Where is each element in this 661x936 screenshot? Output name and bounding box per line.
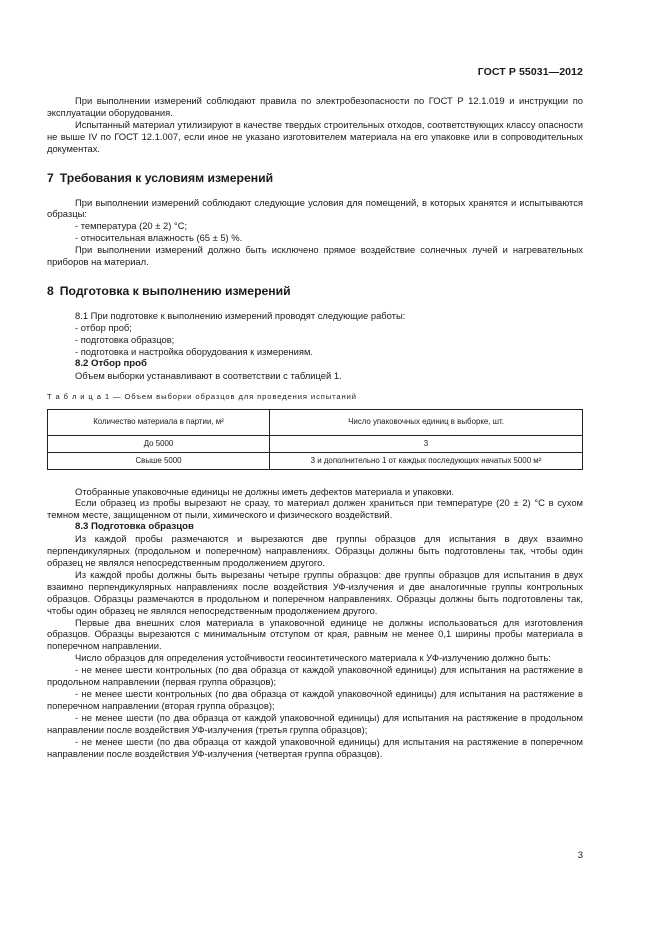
subsection-8-3-heading: 8.3 Подготовка образцов	[75, 521, 194, 533]
subsection-8-3-paragraph-3: Первые два внешних слоя материала в упаковочной единице не должны использоваться для изготовления образцов. Образцы вырезаются с минимальным отступом от края, равным не менее 0,1 ширины пробы материала в поперечном направлении.	[47, 616, 583, 652]
page-number: 3	[577, 850, 583, 861]
section-7-heading	[47, 171, 583, 185]
table-cell-quantity: Свыше 5000	[48, 452, 270, 469]
table-row	[48, 435, 583, 452]
subsection-8-2-heading: 8.2 Отбор проб	[75, 357, 147, 369]
table-cell-units: 3	[270, 435, 583, 452]
subsection-8-3-item: - не менее шести (по два образца от каждой упаковочной единицы) для испытания на растяжение в продольном направлении после воздействия УФ-излучения (третья группа образцов);	[47, 711, 583, 735]
subsection-8-3-item: - не менее шести контрольных (по два образца от каждой упаковочной единицы) для испытания на растяжение в поперечном направлении (вторая группа образцов);	[47, 688, 583, 711]
subsection-8-3-paragraph-2: Из каждой пробы должны быть вырезаны четыре группы образцов: две группы образцов для испытания в двух взаимно перпендикулярных направлениях после воздействия УФ-излучения и две аналогичные группы контрольных образцов. Образцы размечаются в продольном и поперечном направлениях. Образцы должны быть подготовлены так, чтобы один образец не являлся непосредственным продолжением другого.	[47, 568, 583, 616]
table-header-row	[48, 409, 583, 435]
section-8-heading	[47, 284, 583, 298]
subsection-8-2-paragraph-1: Объем выборки устанавливают в соответствии с таблицей 1.	[75, 369, 342, 381]
table-row	[48, 452, 583, 469]
table-caption: Т а б л и ц а 1 — Объем выборки образцов для проведения испытаний	[47, 391, 357, 401]
table-cell-units: 3 и дополнительно 1 от каждых последующих начатых 5000 м²	[270, 452, 583, 469]
section-7-number: 7	[47, 170, 54, 185]
subsection-8-1-paragraph: 8.1 При подготовке к выполнению измерений проводят следующие работы:	[75, 309, 406, 321]
table-header-quantity: Количество материала в партии, м²	[48, 409, 270, 435]
document-header: ГОСТ Р 55031—2012	[477, 66, 583, 78]
subsection-8-3-item: - не менее шести контрольных (по два образца от каждой упаковочной единицы) для испытания на растяжение в продольном направлении (первая группа образцов);	[47, 664, 583, 688]
section-7-paragraph-2: При выполнении измерений должно быть исключено прямое воздействие солнечных лучей и нагревательных приборов на материал.	[47, 244, 583, 268]
sample-size-table	[47, 409, 583, 470]
subsection-8-2-paragraph-3: Если образец из пробы вырезают не сразу, то материал должен храниться при температуре (20 ± 2) °С в сухом темном месте, защищенном от пыли, химического и физического воздействий.	[47, 497, 583, 521]
section-7-item: - относительная влажность (65 ± 5) %.	[75, 232, 243, 244]
document-body	[47, 95, 583, 759]
section-8-item: - подготовка образцов;	[75, 333, 175, 345]
section-8-item: - подготовка и настройка оборудования к измерениям.	[75, 345, 314, 357]
subsection-8-2-paragraph-2: Отобранные упаковочные единицы не должны иметь дефектов материала и упаковки.	[75, 485, 455, 497]
intro-paragraph-2: Испытанный материал утилизируют в качестве твердых строительных отходов, соответствующих классу опасности не выше IV по ГОСТ 12.1.007, если иное не указано изготовителем материала на его упаковке или в сопроводительных документах.	[47, 118, 583, 154]
section-8-title: Подготовка к выполнению измерений	[59, 283, 291, 298]
section-7-item: - температура (20 ± 2) °С;	[75, 220, 188, 232]
subsection-8-3-paragraph-4: Число образцов для определения устойчивости геосинтетического материала к УФ-излучению должно быть:	[75, 652, 551, 664]
subsection-8-3-paragraph-1: Из каждой пробы размечаются и вырезаются две группы образцов для испытания в двух взаимно перпендикулярных (продольном и поперечном) направлениях. Образцы должны быть подготовлены так, чтобы один образец не являлся непосредственным продолжением другого.	[47, 533, 583, 569]
section-8-item: - отбор проб;	[75, 321, 132, 333]
section-8-number: 8	[47, 283, 54, 298]
section-7-title: Требования к условиям измерений	[59, 170, 274, 185]
table-cell-quantity: До 5000	[48, 435, 270, 452]
table-header-units: Число упаковочных единиц в выборке, шт.	[270, 409, 583, 435]
section-7-paragraph-1: При выполнении измерений соблюдают следующие условия для помещений, в которых хранятся и испытываются образцы:	[47, 196, 583, 220]
subsection-8-3-item: - не менее шести (по два образца от каждой упаковочной единицы) для испытания на растяжение в поперечном направлении после воздействия УФ-излучения (четвертая группа образцов).	[47, 735, 583, 759]
intro-paragraph-1: При выполнении измерений соблюдают правила по электробезопасности по ГОСТ Р 12.1.019 и инструкции по эксплуатации оборудования.	[47, 95, 583, 118]
